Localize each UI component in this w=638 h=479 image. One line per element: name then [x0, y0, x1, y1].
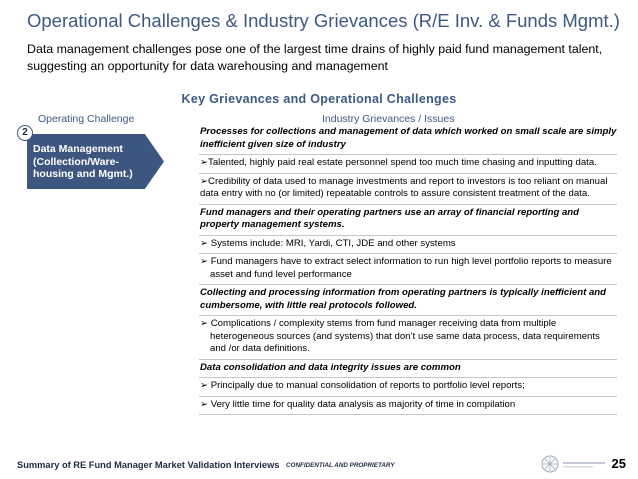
grievance-header: Processes for collections and management of data which worked on small scale are simply inefficient given size of industry	[199, 124, 617, 155]
grievance-item: ➢ Complications / complexity stems from fund manager receiving data from multiple heterogeneous sources (and systems) that don’t use same data process, data requirements and /or data definitions.	[199, 316, 617, 360]
grievance-item: ➢ Very little time for quality data analysis as majority of time in compilation	[199, 397, 617, 416]
operating-challenge-heading: Operating Challenge	[38, 113, 135, 125]
challenge-label: Data Management (Collection/Ware-housing and Mgmt.)	[33, 143, 133, 181]
grievance-item: ➢ Systems include: MRI, Yardi, CTI, JDE and other systems	[199, 236, 617, 255]
section-heading: Key Grievances and Operational Challenges	[181, 92, 457, 106]
grievance-item: ➢Credibility of data used to manage investments and report to investors is too reliant on manual data entry with no (or limited) repeatable controls to assure consistent treatment of the data.	[199, 174, 617, 205]
grievance-list	[199, 124, 617, 415]
page-number: 25	[611, 456, 626, 471]
grievance-header: Collecting and processing information from operating partners is typically inefficient and cumbersome, with little real protocols followed.	[199, 285, 617, 316]
slide-subtitle: Data management challenges pose one of the largest time drains of highly paid fund management talent, suggesting an opportunity for data warehousing and management	[27, 42, 603, 73]
grievance-header: Fund managers and their operating partners use an array of financial reporting and property management systems.	[199, 205, 617, 236]
grievance-item: ➢ Fund managers have to extract select information to run high level portfolio reports to measure asset and fund level performance	[199, 254, 617, 285]
confidential-notice: CONFIDENTIAL AND PROPRIETARY	[286, 462, 395, 469]
slide-title: Operational Challenges & Industry Grievances (R/E Inv. & Funds Mgmt.)	[27, 10, 620, 31]
footer-title: Summary of RE Fund Manager Market Validation Interviews	[17, 460, 280, 470]
industry-grievances-heading: Industry Grievances / Issues	[322, 113, 455, 125]
grievance-header: Data consolidation and data integrity issues are common	[199, 360, 617, 379]
grievance-item: ➢ Principally due to manual consolidation of reports to portfolio level reports;	[199, 378, 617, 397]
company-logo-icon	[538, 454, 610, 474]
step-number-badge: 2	[17, 125, 33, 141]
grievance-item: ➢Talented, highly paid real estate personnel spend too much time chasing and inputting data.	[199, 155, 617, 174]
